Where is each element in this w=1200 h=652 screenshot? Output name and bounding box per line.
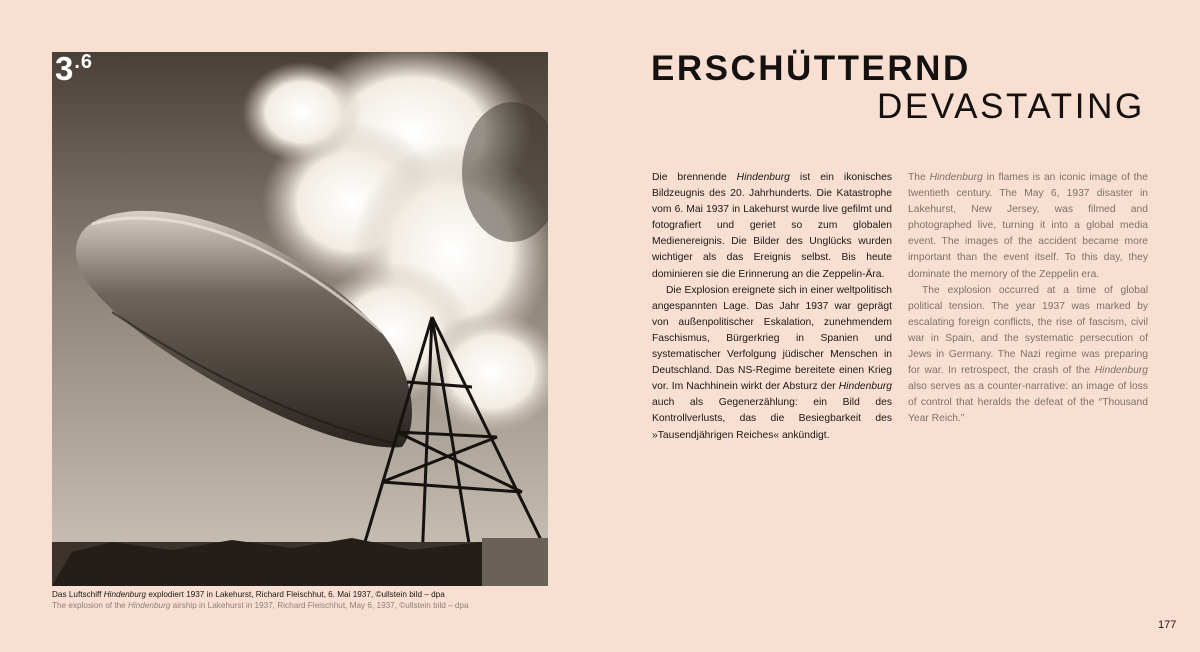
section-heading <box>651 50 1171 126</box>
heading-english: DEVASTATING <box>877 87 1145 126</box>
photo-caption <box>52 589 552 611</box>
english-paragraph-1: The Hindenburg in flames is an iconic image of the twentieth century. The May 6, 1937 disaster in Lakehurst, New Jersey, was filmed and photographed live, turning it into a global media event. The images of the accident became more important than the event itself. To this day, they dominate the memory of the Zeppelin era. <box>908 172 1148 280</box>
english-text-column <box>908 170 1148 428</box>
building <box>482 538 548 586</box>
heading-german: ERSCHÜTTERND <box>651 49 971 88</box>
chapter-number: $3^{.6}$ <box>55 52 94 87</box>
german-paragraph-1: Die brennende Hindenburg ist ein ikonisches Bildzeugnis des 20. Jahrhunderts. Die Katastrophe vom 6. Mai 1937 in Lakehurst wurde live gefilmt und fotografiert und geriet so zum globalen Medienereignis. Die Bilder des Unglücks wurden wichtiger als das Ereignis selbst. Bis heute dominieren sie die Erinnerung an die Zeppelin-Ära. <box>652 172 892 280</box>
caption-english: The explosion of the Hindenburg airship in Lakehurst in 1937, Richard Fleischhut, May 6, 1937, ©ullstein bild – dpa <box>52 601 469 610</box>
photo-illustration <box>52 52 548 586</box>
german-paragraph-2: Die Explosion ereignete sich in einer weltpolitisch angespannten Lage. Das Jahr 1937 war geprägt von außenpolitischer Eskalation, zunehmendem Faschismus, Bürgerkrieg in Spanien und systematischer Verfolgung jüdischer Menschen in Deutschland. Das NS-Regime bereitete einen Krieg vor. Im Nachhinein wirkt der Absturz der Hindenburg auch als Gegenerzählung: ein Bild des Kontrollverlusts, das die Besiegbarkeit des »Tausendjährigen Reiches« ankündigt. <box>652 284 892 441</box>
hindenburg-explosion-photo <box>52 52 548 586</box>
german-text-column <box>652 170 892 444</box>
page-number: 177 <box>1158 619 1177 631</box>
caption-german: Das Luftschiff Hindenburg explodiert 1937 in Lakehurst, Richard Fleischhut, 6. Mai 1937, ©ullstein bild – dpa <box>52 590 445 599</box>
english-paragraph-2: The explosion occurred at a time of global political tension. The year 1937 was marked by escalating foreign conflicts, the rise of fascism, civil war in Spain, and the systematic persecution of Jews in Germany. The Nazi regime was preparing for war. In retrospect, the crash of the Hindenburg also serves as a counter-narrative: an image of loss of control that heralds the defeat of the “Thousand Year Reich.” <box>908 284 1148 425</box>
